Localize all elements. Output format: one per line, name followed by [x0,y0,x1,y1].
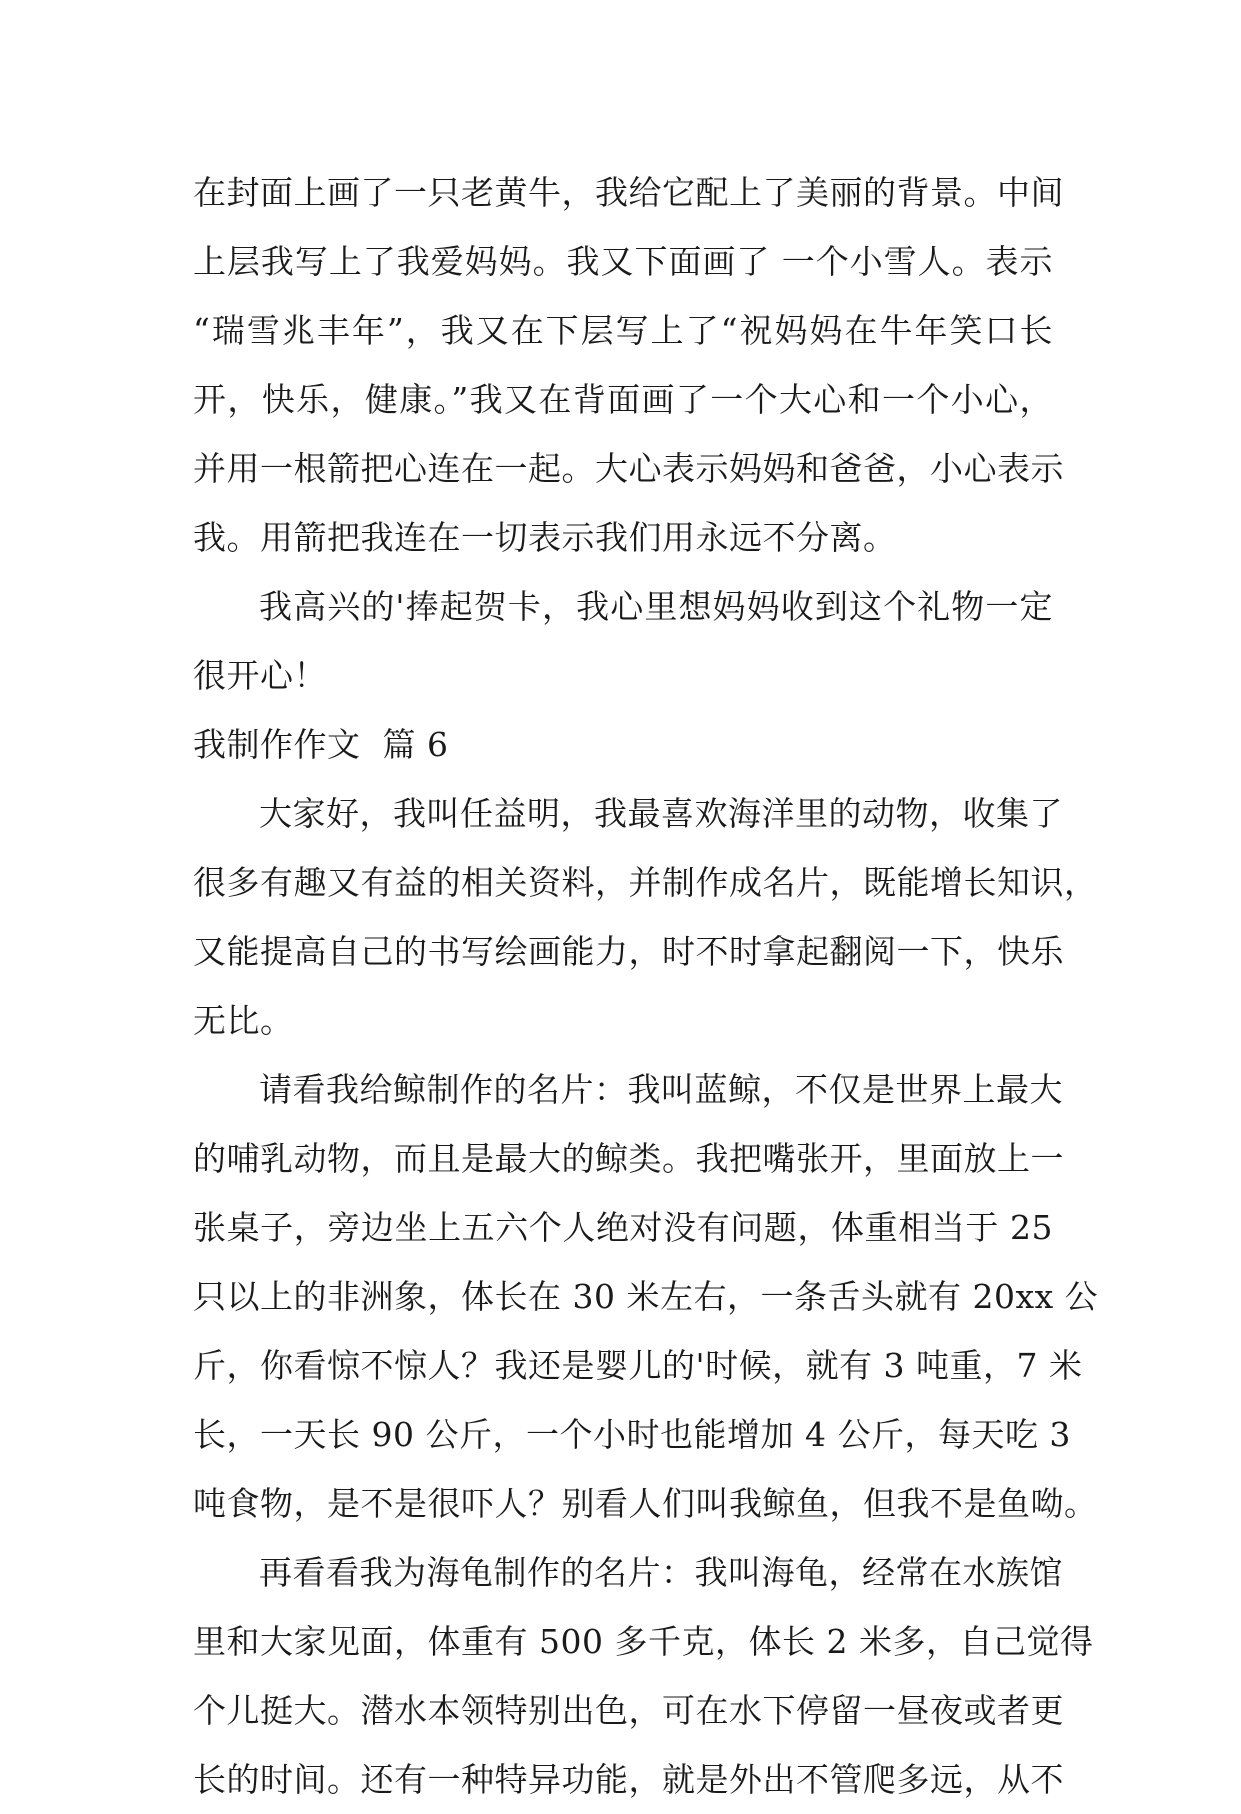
paragraph-line: 再看看我为海龟制作的名片：我叫海龟，经常在水族馆 [259,1553,1063,1592]
paragraph-line: 请看我给鲸制作的名片：我叫蓝鲸，不仅是世界上最大 [259,1070,1063,1109]
paragraph-line: 并用一根箭把心连在一起。大心表示妈妈和爸爸，小心表示 [193,449,1064,488]
paragraph-5 [193,1538,1094,1814]
paragraph-line: 只以上的非洲象，体长在 30 米左右，一条舌头就有 20xx 公 [193,1277,1099,1316]
paragraph-line: 我。用箭把我连在一切表示我们用永远不分离。 [193,518,897,557]
paragraph-line: 很多有趣又有益的相关资料，并制作成名片，既能增长知识， [193,863,1098,902]
paragraph-2 [193,572,1053,710]
paragraph-line: 无比。 [193,1001,294,1040]
paragraph-line: 个儿挺大。潜水本领特别出色，可在水下停留一昼夜或者更 [193,1691,1064,1730]
paragraph-4 [193,1055,1099,1538]
paragraph-line: “瑞雪兆丰年”，我又在下层写上了“祝妈妈在牛年笑口长 [193,311,1053,350]
paragraph-line: 的哺乳动物，而且是最大的鲸类。我把嘴张开，里面放上一 [193,1139,1064,1178]
paragraph-line: 很开心！ [193,656,327,695]
paragraph-line: 在封面上画了一只老黄牛，我给它配上了美丽的背景。中间 [193,173,1064,212]
paragraph-line: 长的时间。还有一种特异功能，就是外出不管爬多远，从不 [193,1760,1064,1799]
paragraph-line: 大家好，我叫任益明，我最喜欢海洋里的动物，收集了 [259,794,1063,833]
paragraph-line: 斤，你看惊不惊人？我还是婴儿的'时候，就有 3 吨重，7 米 [193,1346,1083,1385]
paragraph-line: 又能提高自己的书写绘画能力，时不时拿起翻阅一下，快乐 [193,932,1064,971]
paragraph-line: 里和大家见面，体重有 500 多千克，体长 2 米多，自己觉得 [193,1622,1094,1661]
document-page [193,158,1099,1814]
paragraph-line: 我高兴的'捧起贺卡，我心里想妈妈收到这个礼物一定 [259,587,1053,626]
paragraph-1 [193,158,1064,572]
paragraph-line: 上层我写上了我爱妈妈。我又下面画了 一个小雪人。表示 [193,242,1053,281]
paragraph-line: 张桌子，旁边坐上五六个人绝对没有问题，体重相当于 25 [193,1208,1053,1247]
paragraph-line: 吨食物，是不是很吓人？别看人们叫我鲸鱼，但我不是鱼呦。 [193,1484,1098,1523]
paragraph-line: 长，一天长 90 公斤，一个小时也能增加 4 公斤，每天吃 3 [193,1415,1071,1454]
section-heading: 我制作作文 篇 6 [193,725,449,764]
paragraph-line: 开，快乐，健康。”我又在背面画了一个大心和一个小心， [193,380,1053,419]
paragraph-3 [193,779,1098,1055]
